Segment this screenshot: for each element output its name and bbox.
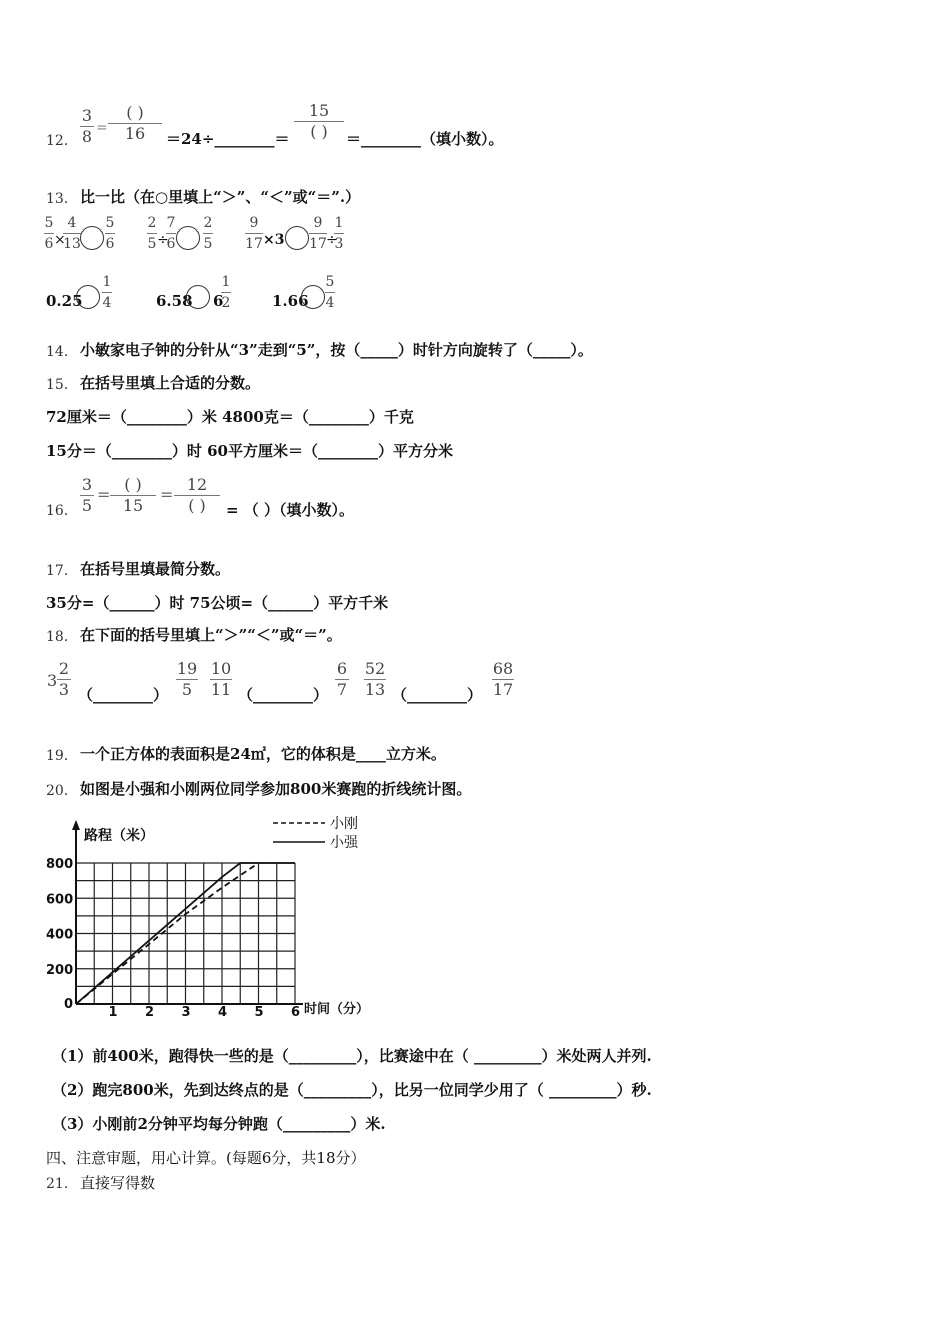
fraction: 7 6 (166, 215, 176, 252)
y-tick-label: 600 (46, 892, 74, 908)
fraction: 15 ( ) (294, 102, 344, 141)
compare-circle[interactable] (76, 285, 100, 309)
fraction: 12 ( ) (174, 476, 220, 515)
x-tick-label: 5 (254, 1005, 264, 1020)
fraction: 2 3 (58, 659, 70, 699)
fraction: 1 4 (102, 274, 112, 311)
section-title: 四、注意审题，用心计算。(每题6分，共18分） (46, 1149, 366, 1167)
x-axis-label: 时间（分） (304, 1002, 370, 1017)
y-axis-label: 路程（米） (84, 828, 154, 844)
fraction: 6 7 (336, 659, 348, 699)
chart-grid (76, 863, 295, 1004)
x-tick-label: 4 (218, 1005, 228, 1020)
fraction: 3 8 (81, 106, 93, 146)
fraction: 68 17 (492, 659, 514, 699)
compare-circle[interactable] (301, 285, 325, 309)
line-chart (40, 808, 380, 1023)
x-tick-label: 1 (108, 1005, 118, 1020)
chart-ticks (46, 857, 300, 1020)
compare-circle[interactable] (80, 226, 104, 250)
y-axis-arrow (72, 820, 80, 830)
fraction: 9 17 (245, 215, 263, 252)
compare-circle[interactable] (285, 226, 309, 250)
fraction: 3 5 (81, 475, 93, 515)
fraction: 1 3 (334, 215, 344, 252)
x-tick-label: 0 (64, 997, 74, 1012)
fraction: 5 4 (325, 274, 335, 311)
compare-circle[interactable] (176, 226, 200, 250)
fraction: 19 5 (176, 659, 198, 699)
fraction: 10 11 (210, 659, 232, 699)
x-tick-label: 6 (291, 1005, 301, 1020)
fraction: 4 13 (63, 215, 81, 252)
fraction: 2 5 (147, 215, 157, 252)
y-tick-label: 200 (46, 962, 74, 978)
fraction: ( ) 16 (108, 104, 162, 143)
compare-circle[interactable] (186, 285, 210, 309)
fraction: 5 6 (44, 215, 54, 252)
fraction: ( ) 15 (110, 476, 156, 515)
chart-legend (273, 815, 359, 851)
fraction: 9 17 (309, 215, 327, 252)
fraction: 52 13 (364, 659, 386, 699)
fraction: 5 6 (105, 215, 115, 252)
y-tick-label: 400 (46, 927, 74, 943)
x-tick-label: 3 (181, 1005, 191, 1020)
y-tick-label: 800 (46, 857, 74, 872)
fraction: 1 2 (221, 274, 231, 311)
legend-label: 小刚 (330, 816, 358, 832)
x-tick-label: 2 (145, 1005, 155, 1020)
question-number: 12． (46, 133, 78, 149)
legend-label: 小强 (330, 835, 358, 851)
fraction: 2 5 (203, 215, 213, 252)
